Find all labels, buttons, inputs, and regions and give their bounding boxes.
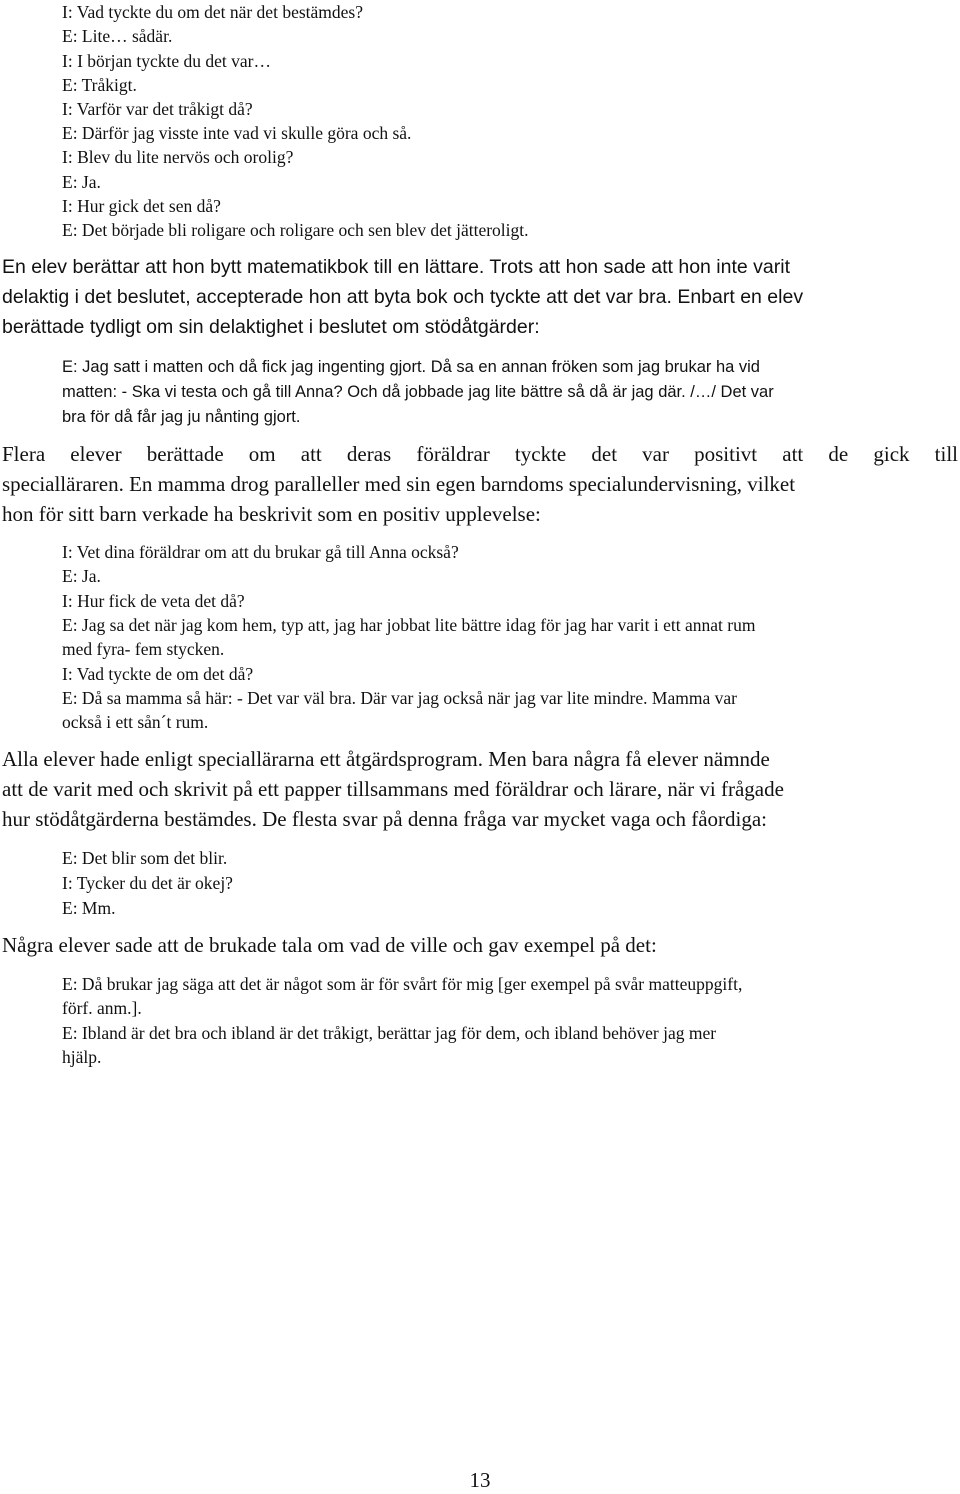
paragraph-line: delaktig i det beslutet, accepterade hon att byta bok och tyckte att det var bra. Enbart en elev <box>2 286 804 308</box>
transcript-line: I: Hur gick det sen då? <box>62 196 221 216</box>
transcript-line: E: Då sa mamma så här: - Det var väl bra. Där var jag också när jag var lite mindre. Mamma var <box>62 688 737 708</box>
transcript-line: E: Lite… sådär. <box>62 26 173 46</box>
quote-line: matten: - Ska vi testa och gå till Anna? Och då jobbade jag lite bättre så då är jag där. /…/ Det var <box>62 383 774 401</box>
quote-line: E: Ibland är det bra och ibland är det tråkigt, berättar jag för dem, och ibland behöver jag mer <box>62 1023 717 1043</box>
transcript-line: I: Vet dina föräldrar om att du brukar gå till Anna också? <box>62 542 459 562</box>
transcript-line: med fyra- fem stycken. <box>62 639 225 659</box>
paragraph-line: Några elever sade att de brukade tala om vad de ville och gav exempel på det: <box>2 933 657 957</box>
transcript-line: E: Det blir som det blir. <box>62 848 228 868</box>
paragraph-line: specialläraren. En mamma drog paralleller med sin egen barndoms specialundervisning, vilket <box>2 472 796 496</box>
transcript-line: E: Därför jag visste inte vad vi skulle göra och så. <box>62 123 412 143</box>
paragraph-line: Alla elever hade enligt speciallärarna ett åtgärdsprogram. Men bara några få elever nämnde <box>2 747 770 771</box>
paragraph-line: berättade tydligt om sin delaktighet i beslutet om stödåtgärder: <box>2 316 540 338</box>
transcript-line: E: Ja. <box>62 566 101 586</box>
transcript-line: I: Hur fick de veta det då? <box>62 591 245 611</box>
transcript-line: I: Vad tyckte de om det då? <box>62 664 254 684</box>
transcript-line: I: Blev du lite nervös och orolig? <box>62 147 294 167</box>
transcript-line: I: Vad tyckte du om det när det bestämdes? <box>62 2 363 22</box>
transcript-line: I: I början tyckte du det var… <box>62 51 271 71</box>
transcript-line: I: Varför var det tråkigt då? <box>62 99 253 119</box>
transcript-line: E: Det började bli roligare och roligare och sen blev det jätteroligt. <box>62 220 529 240</box>
transcript-line: E: Mm. <box>62 898 116 918</box>
transcript-line: E: Ja. <box>62 172 101 192</box>
transcript-line: E: Tråkigt. <box>62 75 137 95</box>
transcript-line: I: Tycker du det är okej? <box>62 873 233 893</box>
paragraph-line: Flera elever berättade om att deras föräldrar tyckte det var positivt att de gick till <box>2 442 958 466</box>
transcript-line: också i ett sån´t rum. <box>62 712 209 732</box>
page-number: 13 <box>469 1468 491 1492</box>
quote-line: bra för då får jag ju nånting gjort. <box>62 408 301 426</box>
paragraph-line: att de varit med och skrivit på ett papper tillsammans med föräldrar och lärare, när vi frågade <box>2 777 784 801</box>
paragraph-line: hon för sitt barn verkade ha beskrivit som en positiv upplevelse: <box>2 502 541 526</box>
paragraph-line: En elev berättar att hon bytt matematikbok till en lättare. Trots att hon sade att hon inte varit <box>2 256 791 278</box>
paragraph-line: hur stödåtgärderna bestämdes. De flesta svar på denna fråga var mycket vaga och fåordiga: <box>2 807 768 831</box>
quote-line: hjälp. <box>62 1047 102 1067</box>
quote-line: E: Jag satt i matten och då fick jag ingenting gjort. Då sa en annan fröken som jag brukar ha vid <box>62 358 760 376</box>
quote-line: E: Då brukar jag säga att det är något som är för svårt för mig [ger exempel på svår matteuppgift, <box>62 974 743 994</box>
quote-line: förf. anm.]. <box>62 998 142 1018</box>
transcript-line: E: Jag sa det när jag kom hem, typ att, jag har jobbat lite bättre idag för jag har varit i ett annat rum <box>62 615 756 635</box>
